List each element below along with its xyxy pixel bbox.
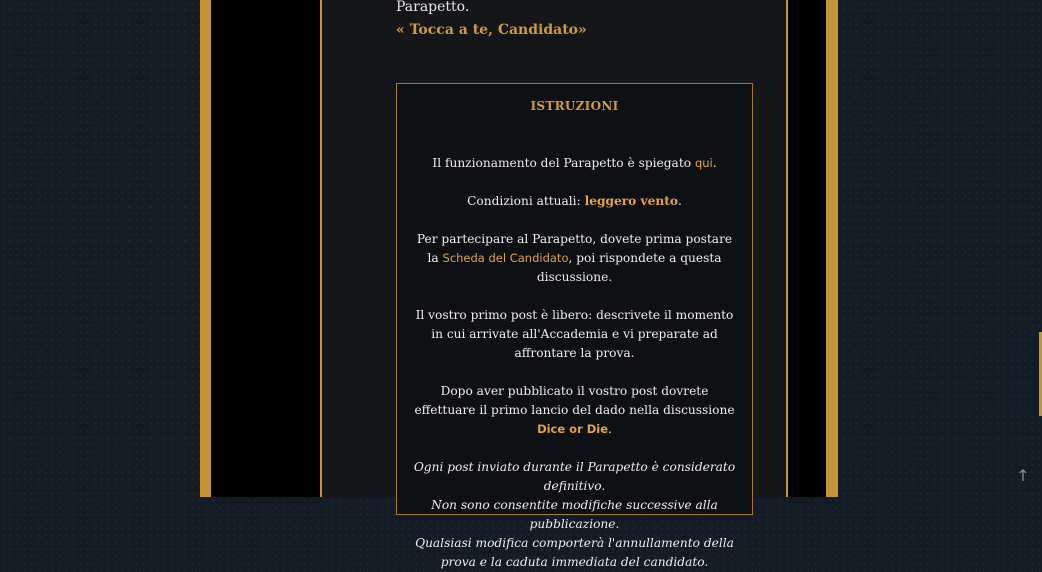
weather-condition: leggero vento <box>584 194 678 208</box>
instructions-paragraph-3: Per partecipare al Parapetto, dovete prima postare la Scheda del Candidato, poi rispondete a questa discussione. <box>416 232 733 284</box>
panel-border-right <box>786 0 788 497</box>
gold-border-right <box>826 0 838 497</box>
instructions-paragraph-5: Dopo aver pubblicato il vostro post dovrete effettuare il primo lancio del dado nella discussione Dice or Die. <box>414 384 735 436</box>
qui-link[interactable]: qui <box>694 156 713 170</box>
arrow-up-icon[interactable]: ↑ <box>1016 466 1030 485</box>
reply-link[interactable]: « Tocca a te, Candidato» <box>396 22 587 38</box>
gold-border-left <box>200 0 211 497</box>
instructions-note-3: Qualsiasi modifica comporterà l'annullamento della prova e la caduta immediata del candidato. <box>415 536 734 569</box>
instructions-box <box>396 83 753 569</box>
scheda-candidato-link[interactable]: Scheda del Candidato <box>442 251 569 265</box>
instructions-note-2: Non sono consentite modifiche successive alla pubblicazione. <box>431 498 718 531</box>
instructions-paragraph-4: Il vostro primo post è libero: descrivete il momento in cui arrivate all'Accademia e vi preparate ad affrontare la prova. <box>415 308 734 360</box>
instructions-paragraph-1: Il funzionamento del Parapetto è spiegato qui. <box>432 156 717 170</box>
instructions-note-1: Ogni post inviato durante il Parapetto è considerato definitivo. <box>413 460 736 493</box>
instructions-body <box>397 154 752 572</box>
dice-or-die-link[interactable]: Dice or Die <box>537 422 609 436</box>
post-text-tail: Parapetto. <box>396 0 470 15</box>
panel-border-left <box>320 0 322 497</box>
instructions-paragraph-2: Condizioni attuali: leggero vento. <box>467 194 682 208</box>
instructions-title: ISTRUZIONI <box>530 99 619 113</box>
